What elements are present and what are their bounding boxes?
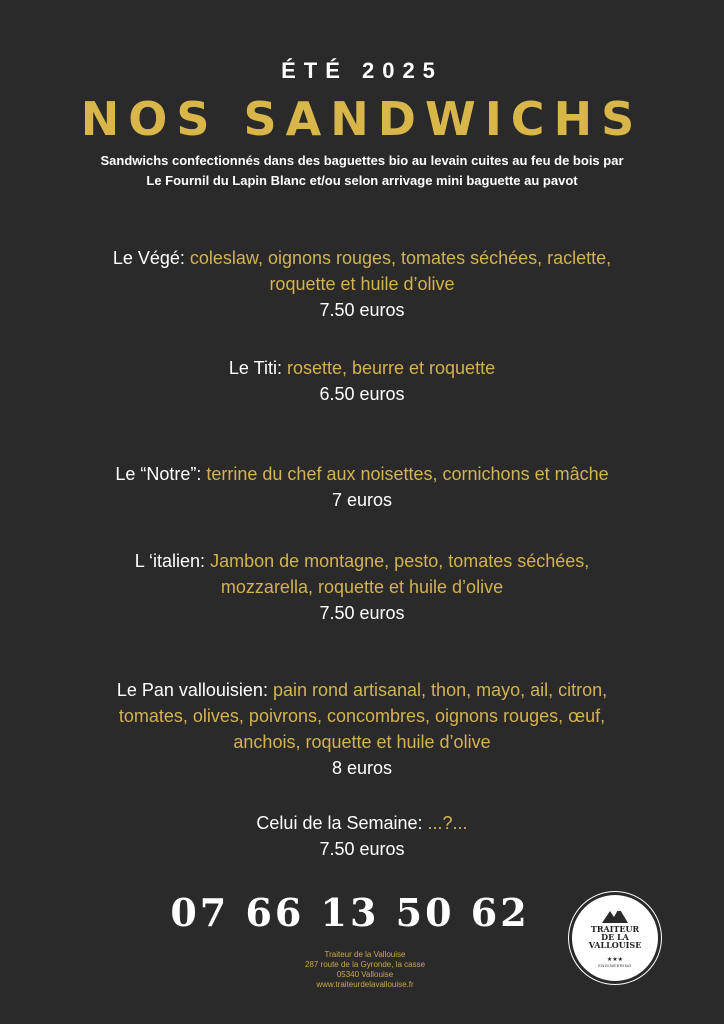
- item-price: 7 euros: [331, 490, 393, 510]
- menu-item-pan-vallouisien: [40, 677, 684, 781]
- logo-stars: ★★★: [606, 957, 624, 963]
- item-name: Le “Notre”:: [115, 464, 207, 484]
- item-price: 7.50 euros: [319, 839, 405, 859]
- item-description: ...?...: [427, 813, 468, 833]
- menu-item-italien: [40, 548, 684, 626]
- menu-item-titi: [40, 355, 684, 407]
- item-description: anchois, roquette et huile d’olive: [233, 732, 491, 752]
- item-description: Jambon de montagne, pesto, tomates séchées,: [210, 551, 590, 571]
- subtitle: [20, 151, 704, 191]
- item-price: 8 euros: [331, 758, 393, 778]
- company-name: Traiteur de la Vallouise: [324, 950, 406, 959]
- item-name: Le Titi:: [228, 358, 287, 378]
- item-price: 6.50 euros: [319, 384, 405, 404]
- season-label: ÉTÉ 2025: [281, 58, 443, 83]
- menu-item-semaine: [40, 810, 684, 862]
- item-description: mozzarella, roquette et huile d’olive: [220, 577, 504, 597]
- footer-address: [240, 950, 490, 990]
- menu-item-vege: [40, 245, 684, 323]
- item-description: tomates, olives, poivrons, concombres, oignons rouges, œuf,: [118, 706, 606, 726]
- item-price: 7.50 euros: [319, 300, 405, 320]
- city: 05340 Vallouise: [336, 970, 394, 979]
- item-description: pain rond artisanal, thon, mayo, ail, citron,: [272, 680, 608, 700]
- item-name: Celui de la Semaine:: [256, 813, 428, 833]
- mountain-icon: [602, 907, 628, 923]
- company-logo: [572, 895, 658, 981]
- item-name: Le Végé:: [112, 248, 190, 268]
- website-link[interactable]: www.traiteurdelavallouise.fr: [316, 980, 414, 989]
- item-description: rosette, beurre et roquette: [286, 358, 496, 378]
- item-description: coleslaw, oignons rouges, tomates séchées, raclette,: [189, 248, 612, 268]
- logo-bottom-text: ENGINEERING: [598, 963, 632, 968]
- street-address: 287 route de la Gyronde, la casse: [304, 960, 426, 969]
- subtitle-line: Le Fournil du Lapin Blanc et/ou selon arrivage mini baguette au pavot: [146, 173, 578, 188]
- item-name: Le Pan vallouisien:: [116, 680, 273, 700]
- logo-text: TRAITEUR DE LA VALLOUISE: [588, 924, 642, 950]
- item-name: L ‘italien:: [134, 551, 211, 571]
- page-title: NOS SANDWICHS: [80, 92, 644, 146]
- item-description: roquette et huile d’olive: [269, 274, 455, 294]
- phone-number: 07 66 13 50 62: [170, 890, 530, 935]
- menu-item-notre: [40, 461, 684, 513]
- item-description: terrine du chef aux noisettes, cornichons et mâche: [206, 464, 609, 484]
- subtitle-line: Sandwichs confectionnés dans des baguettes bio au levain cuites au feu de bois par: [100, 153, 624, 168]
- item-price: 7.50 euros: [319, 603, 405, 623]
